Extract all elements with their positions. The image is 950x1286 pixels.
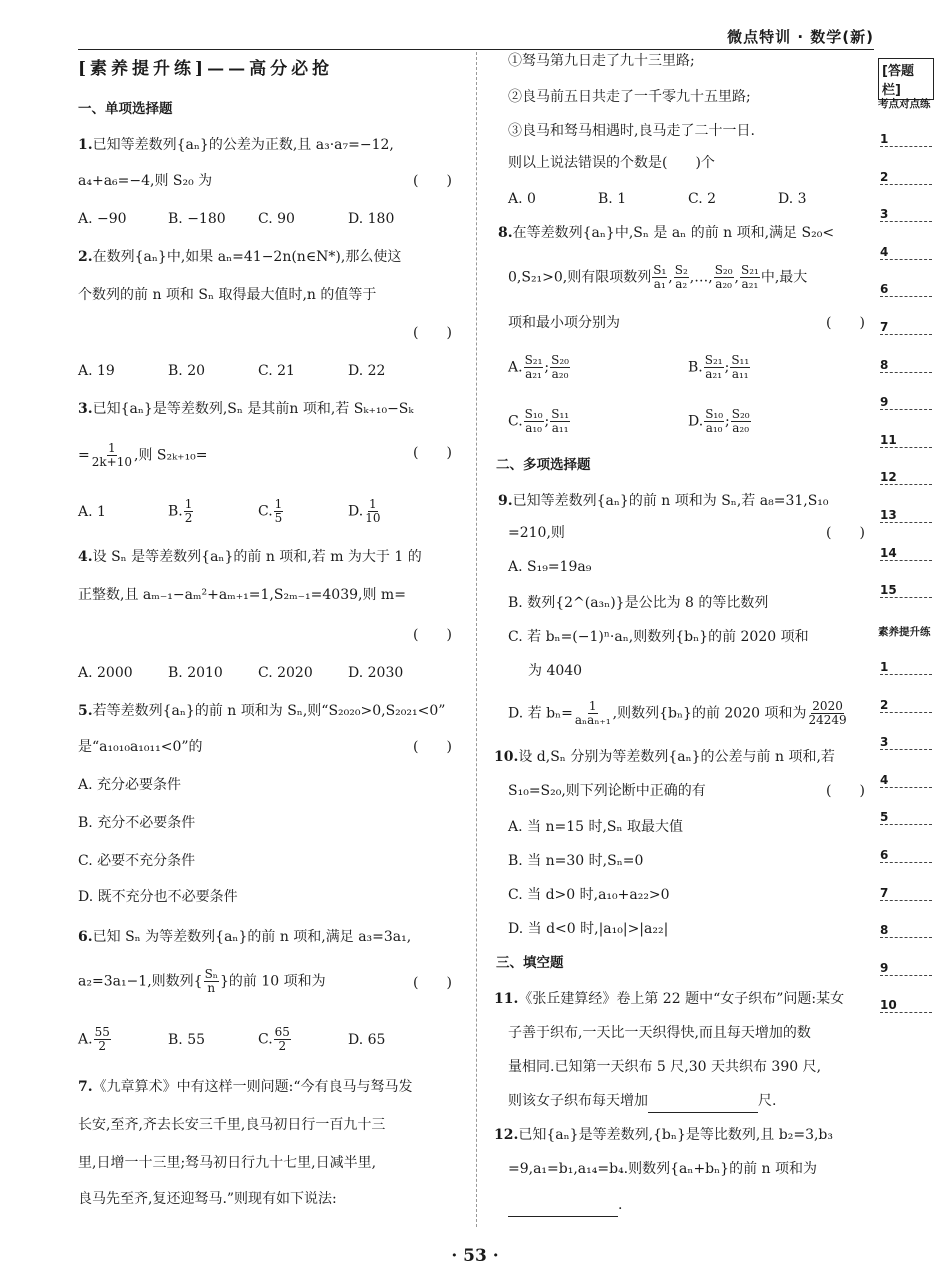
q3-options: A. 1 B. $\frac{1}{2}$ C. $\frac{1}{5}$ D. $\frac{1}{10}$ bbox=[78, 497, 381, 525]
sidebar-drill-slot[interactable]: 7 bbox=[880, 320, 932, 335]
q8-options-cd: C. $\frac{\text{S₁₀}}{\text{a₁₀}}$ ; $\frac{\text{S₁₁}}{\text{a₁₁}}$ D. $\frac{\text{S₁₀}}{\text{a₁₀}}$ ; $\frac{\text{S₂₀}}{\text{a₂₀}}$ bbox=[508, 407, 750, 435]
q12-answer-blank[interactable] bbox=[508, 1194, 618, 1217]
q5-option-c: C. 必要不充分条件 bbox=[78, 853, 196, 869]
q5-option-d: D. 既不充分也不必要条件 bbox=[78, 889, 238, 905]
header-rule bbox=[78, 49, 874, 50]
sidebar-label-drill: 考点对点练 bbox=[878, 98, 931, 110]
q8-line3: 项和最小项分别为 bbox=[508, 315, 620, 331]
q1-answer-paren: ( ) bbox=[413, 173, 452, 189]
q9-option-c1: C. 若 bₙ=(−1)ⁿ·aₙ,则数列{bₙ}的前 2020 项和 bbox=[508, 629, 809, 645]
q10-option-b: B. 当 n=30 时,Sₙ=0 bbox=[508, 853, 644, 869]
q8-line1: 8.在等差数列{aₙ}中,Sₙ 是 aₙ 的前 n 项和,满足 S₂₀< bbox=[498, 225, 835, 241]
q11-line1: 11.《张丘建算经》卷上第 22 题中“女子织布”问题:某女 bbox=[494, 991, 845, 1007]
sidebar-advance-slot[interactable]: 7 bbox=[880, 886, 932, 901]
sidebar-drill-slot[interactable]: 9 bbox=[880, 395, 932, 410]
sidebar-advance-slot[interactable]: 4 bbox=[880, 773, 932, 788]
column-divider bbox=[476, 52, 477, 1227]
q2-answer-paren: ( ) bbox=[413, 325, 452, 341]
q5-option-a: A. 充分必要条件 bbox=[78, 777, 182, 793]
q10-option-d: D. 当 d<0 时,|a₁₀|>|a₂₂| bbox=[508, 921, 669, 937]
q4-answer-paren: ( ) bbox=[413, 627, 452, 643]
q11-line3: 量相同.已知第一天织布 5 尺,30 天共织布 390 尺, bbox=[508, 1059, 822, 1075]
q4-line2: 正整数,且 aₘ₋₁−aₘ²+aₘ₊₁=1,S₂ₘ₋₁=4039,则 m= bbox=[78, 587, 406, 603]
q2-line1: 2.在数列{aₙ}中,如果 aₙ=41−2n(n∈N*),那么使这 bbox=[78, 249, 402, 265]
sidebar-drill-slot[interactable]: 8 bbox=[880, 358, 932, 373]
sidebar-drill-slot[interactable]: 11 bbox=[880, 433, 932, 448]
q9-option-c2: 为 4040 bbox=[528, 663, 583, 679]
q7-statement-1: ①驽马第九日走了九十三里路; bbox=[508, 53, 695, 69]
sidebar-advance-slot[interactable]: 5 bbox=[880, 810, 932, 825]
sidebar-drill-slot[interactable]: 1 bbox=[880, 132, 932, 147]
q5-answer-paren: ( ) bbox=[413, 739, 452, 755]
sidebar-drill-slot[interactable]: 6 bbox=[880, 282, 932, 297]
q8-answer-paren: ( ) bbox=[826, 315, 865, 331]
q3-line2: = $\frac{1}{2k+10}$ ,则 S₂ₖ₊₁₀= bbox=[78, 441, 208, 469]
sidebar-advance-slot[interactable]: 3 bbox=[880, 735, 932, 750]
sidebar-title: [答题栏] bbox=[878, 58, 934, 100]
q7-line1: 7.《九章算术》中有这样一则问题:“今有良马与驽马发 bbox=[78, 1079, 413, 1095]
q4-line1: 4.设 Sₙ 是等差数列{aₙ}的前 n 项和,若 m 为大于 1 的 bbox=[78, 549, 422, 565]
q6-line2: a₂=3a₁−1,则数列{ $\frac{\text{Sₙ}}{n}$ }的前 10 项和为 bbox=[78, 967, 326, 995]
q9-line1: 9.已知等差数列{aₙ}的前 n 项和为 Sₙ,若 a₈=31,S₁₀ bbox=[498, 493, 829, 509]
q5-line2: 是“a₁₀₁₀a₁₀₁₁<0”的 bbox=[78, 739, 203, 755]
sidebar-advance-slot[interactable]: 10 bbox=[880, 998, 932, 1013]
q10-option-c: C. 当 d>0 时,a₁₀+a₂₂>0 bbox=[508, 887, 670, 903]
part1-title: 一、单项选择题 bbox=[78, 101, 173, 117]
q5-line1: 5.若等差数列{aₙ}的前 n 项和为 Sₙ,则“S₂₀₂₀>0,S₂₀₂₁<0” bbox=[78, 703, 446, 719]
q9-option-a: A. S₁₉=19a₉ bbox=[508, 559, 592, 575]
q7-line4: 良马先至齐,复还迎驽马.”则现有如下说法: bbox=[78, 1191, 337, 1207]
q9-line2: =210,则 bbox=[508, 525, 565, 541]
running-title: 微点特训 · 数学(新) bbox=[727, 28, 874, 46]
q3-answer-paren: ( ) bbox=[413, 445, 452, 461]
q2-options: A. 19 B. 20 C. 21 D. 22 bbox=[78, 363, 386, 379]
sidebar-advance-slot[interactable]: 1 bbox=[880, 660, 932, 675]
sidebar-drill-slot[interactable]: 13 bbox=[880, 508, 932, 523]
q8-line2: 0,S₂₁>0,则有限项数列 $\frac{\text{S₁}}{\text{a₁}}$ , $\frac{\text{S₂}}{\text{a₂}}$ ,…, $\frac{\text{S₂₀}}{\text{a₂₀}}$ , $\frac{\text{S₂₁}}{\text{a₂₁}}$ 中,最大 bbox=[508, 263, 808, 291]
q6-options: A. $\frac{55}{2}$ B. 55 C. $\frac{65}{2}$ D. 65 bbox=[78, 1025, 386, 1053]
q8-options-ab: A. $\frac{\text{S₂₁}}{\text{a₂₁}}$ ; $\frac{\text{S₂₀}}{\text{a₂₀}}$ B. $\frac{\text{S₂₁}}{\text{a₂₁}}$ ; $\frac{\text{S₁₁}}{\text{a₁₁}}$ bbox=[508, 353, 750, 381]
q3-line1: 3.已知{aₙ}是等差数列,Sₙ 是其前n 项和,若 Sₖ₊₁₀−Sₖ bbox=[78, 401, 414, 417]
q9-option-b: B. 数列{2^(a₃ₙ)}是公比为 8 的等比数列 bbox=[508, 595, 769, 611]
q1-options: A. −90 B. −180 C. 90 D. 180 bbox=[78, 211, 395, 227]
sidebar-drill-slot[interactable]: 4 bbox=[880, 245, 932, 260]
sidebar-advance-slot[interactable]: 8 bbox=[880, 923, 932, 938]
q7-statement-4: 则以上说法错误的个数是( )个 bbox=[508, 155, 715, 171]
q7-line3: 里,日增一十三里;驽马初日行九十七里,日减半里, bbox=[78, 1155, 377, 1171]
q7-options: A. 0 B. 1 C. 2 D. 3 bbox=[508, 191, 807, 207]
q5-option-b: B. 充分不必要条件 bbox=[78, 815, 196, 831]
q10-answer-paren: ( ) bbox=[826, 783, 865, 799]
sidebar-advance-slot[interactable]: 9 bbox=[880, 961, 932, 976]
q7-statement-3: ③良马和驽马相遇时,良马走了二十一日. bbox=[508, 123, 755, 139]
q12-line1: 12.已知{aₙ}是等差数列,{bₙ}是等比数列,且 b₂=3,b₃ bbox=[494, 1127, 833, 1143]
sidebar-drill-slot[interactable]: 2 bbox=[880, 170, 932, 185]
q2-line2: 个数列的前 n 项和 Sₙ 取得最大值时,n 的值等于 bbox=[78, 287, 377, 303]
part2-title: 二、多项选择题 bbox=[496, 457, 591, 473]
sidebar-drill-slot[interactable]: 14 bbox=[880, 546, 932, 561]
q9-answer-paren: ( ) bbox=[826, 525, 865, 541]
part3-title: 三、填空题 bbox=[496, 955, 564, 971]
q6-line1: 6.已知 Sₙ 为等差数列{aₙ}的前 n 项和,满足 a₃=3a₁, bbox=[78, 929, 412, 945]
sidebar-advance-slot[interactable]: 2 bbox=[880, 698, 932, 713]
sidebar-advance-slot[interactable]: 6 bbox=[880, 848, 932, 863]
q11-line2: 子善于织布,一天比一天织得快,而且每天增加的数 bbox=[508, 1025, 811, 1041]
q12-line2: =9,a₁=b₁,a₁₄=b₄.则数列{aₙ+bₙ}的前 n 项和为 bbox=[508, 1161, 818, 1177]
q11-line4: 则该女子织布每天增加 尺. bbox=[508, 1090, 776, 1113]
sidebar-drill-slot[interactable]: 12 bbox=[880, 470, 932, 485]
q7-line2: 长安,至齐,齐去长安三千里,良马初日行一百九十三 bbox=[78, 1117, 386, 1133]
q10-line1: 10.设 d,Sₙ 分别为等差数列{aₙ}的公差与前 n 项和,若 bbox=[494, 749, 835, 765]
q9-option-d: D. 若 bₙ= $\frac{1}{\text{aₙaₙ₊₁}}$ ,则数列{bₙ}的前 2020 项和为 $\frac{2020}{24249}$ bbox=[508, 699, 847, 727]
q11-answer-blank[interactable] bbox=[648, 1090, 758, 1113]
q4-options: A. 2000 B. 2010 C. 2020 D. 2030 bbox=[78, 665, 404, 681]
sidebar-drill-slot[interactable]: 15 bbox=[880, 583, 932, 598]
section-title: [素养提升练]——高分必抢 bbox=[78, 59, 334, 79]
q3-fraction: $\frac{1}{2k+10}$ bbox=[91, 441, 132, 469]
q1-line2: a₄+a₆=−4,则 S₂₀ 为 bbox=[78, 173, 213, 189]
sidebar-label-advance: 素养提升练 bbox=[878, 626, 931, 638]
sidebar-drill-slot[interactable]: 3 bbox=[880, 207, 932, 222]
q6-answer-paren: ( ) bbox=[413, 975, 452, 991]
q1-line1: 1.已知等差数列{aₙ}的公差为正数,且 a₃·a₇=−12, bbox=[78, 137, 394, 153]
q10-option-a: A. 当 n=15 时,Sₙ 取最大值 bbox=[508, 819, 684, 835]
q7-statement-2: ②良马前五日共走了一千零九十五里路; bbox=[508, 89, 751, 105]
q12-line3: . bbox=[508, 1194, 622, 1217]
q10-line2: S₁₀=S₂₀,则下列论断中正确的有 bbox=[508, 783, 706, 799]
page-number: · 53 · bbox=[451, 1246, 499, 1266]
